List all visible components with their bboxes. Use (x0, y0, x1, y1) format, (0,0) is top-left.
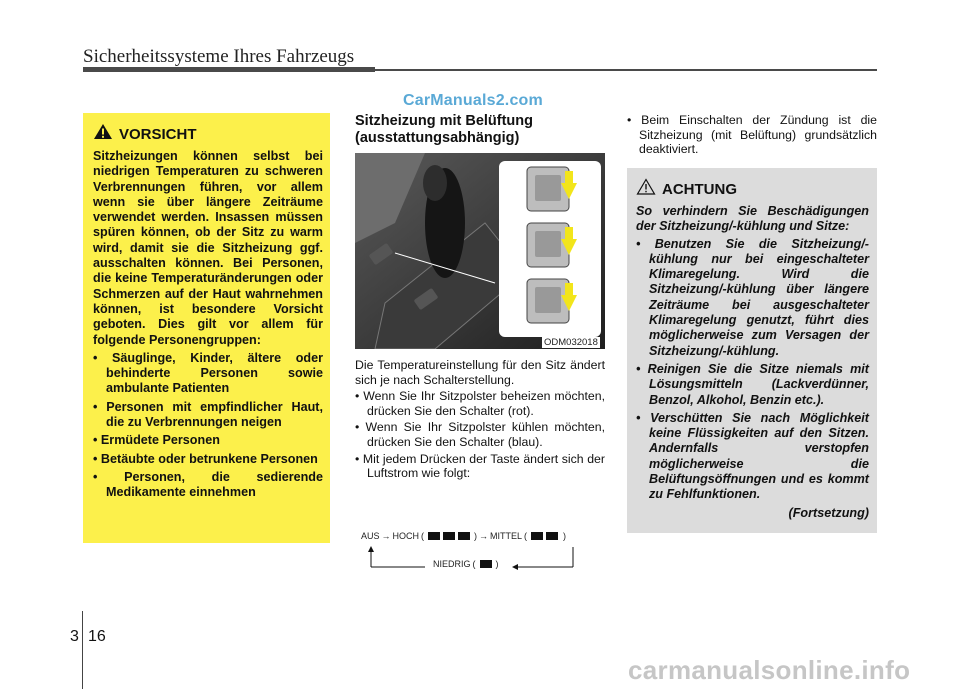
paren-close: ) (495, 559, 499, 569)
header-title: Sicherheitssysteme Ihres Fahrzeugs (83, 46, 355, 67)
list-item: • Verschütten Sie nach Möglichkeit keine Flüssigkeiten auf den Sitzen. Andernfalls verstopfen möglicherweise die Belüftungsöffnungen und es kommt zu Fehlfunktionen. (636, 410, 869, 502)
notice-list (636, 237, 869, 503)
paren-close: ) (474, 531, 478, 541)
photo-code: ODM032018 (544, 337, 598, 348)
chapter-number: 3 (70, 628, 79, 645)
arrow-right-icon: → (479, 531, 489, 541)
list-item: • Personen mit empfindlicher Haut, die zu Verbrennungen neigen (93, 399, 323, 430)
header-rule (83, 67, 375, 72)
list-item: • Benutzen Sie die Sitzheizung/-kühlung nur bei eingeschalteter Klimaregelung. Wird die Sitzheizung/-kühlung über längere Zeiträume bei ausgeschalteter Klimaregelung genutzt, führt dies möglicherweise zum Versagen der Sitzheizung/-kühlung. (636, 236, 869, 358)
label-aus: AUS (361, 531, 380, 541)
list-item: • Reinigen Sie die Sitze niemals mit Lösungsmitteln (Lackverdünner, Benzol, Alkohol, Benzin etc.). (636, 361, 869, 407)
watermark-link[interactable]: CarManuals2.com (403, 92, 543, 109)
caution-title: VORSICHT (119, 125, 197, 143)
section-title: Sitzheizung mit Belüftung (ausstattungsabhängig) (355, 113, 534, 146)
continued-label: (Fortsetzung) (788, 505, 869, 520)
notice-title: ACHTUNG (662, 180, 737, 198)
console-photo (355, 153, 605, 349)
label-niedrig: NIEDRIG (433, 559, 471, 569)
watermark-bottom: carmanualsonline.info (628, 655, 911, 685)
section-body (355, 358, 605, 483)
arrow-right-icon: → (381, 531, 391, 541)
airflow-low (433, 558, 499, 570)
list-item: • Wenn Sie Ihr Sitzpolster beheizen möchten, drücken Sie den Schalter (rot). (355, 389, 605, 418)
header-rule-thin (375, 69, 877, 71)
page-number: 16 (88, 628, 106, 645)
notice-heading (636, 178, 869, 200)
paren-open: ( (472, 559, 476, 569)
label-hoch: HOCH (392, 531, 420, 541)
page-divider (82, 611, 83, 689)
caution-text: Sitzheizungen können selbst bei niedrigen Temperaturen zu schweren Verbrennungen führen, vor allem wenn sie über längere Zeiträume verwendet werden. Insassen müssen spüren können, ob der Sitz zu warm wird, damit sie die Sitzheizung ggf. ausschalten können. Bei Personen, die keine Temperaturänderungen oder Schmerzen auf der Haut wahrnehmen können, ist besondere Vorsicht geboten. Dies gilt vor allem für folgende Personengruppen: (93, 149, 323, 347)
paren-open: ( (421, 531, 425, 541)
notice-box (627, 168, 877, 533)
label-mittel: MITTEL (490, 531, 523, 541)
ignition-note: • Beim Einschalten der Zündung ist die Sitzheizung (mit Belüftung) grundsätzlich deaktiviert. (627, 113, 877, 157)
section-list (355, 389, 605, 481)
caution-list (93, 351, 323, 501)
warning-triangle-icon (93, 123, 113, 145)
section-intro: Die Temperatureinstellung für den Sitz ändert sich je nach Schalterstellung. (355, 358, 605, 387)
list-item: • Mit jedem Drücken der Taste ändert sich der Luftstrom wie folgt: (355, 451, 605, 481)
fan-level-low-icon (478, 558, 494, 570)
notice-text: So verhindern Sie Beschädigungen der Sitzheizung/-kühlung und Sitze: (636, 204, 869, 234)
paren-open: ( (524, 531, 528, 541)
list-item: • Personen, die sedierende Medikamente einnehmen (93, 469, 323, 500)
caution-box (83, 113, 330, 543)
list-item: • Wenn Sie Ihr Sitzpolster kühlen möchten, drücken Sie den Schalter (blau). (355, 420, 605, 449)
caution-heading (93, 123, 323, 145)
list-item: • Säuglinge, Kinder, ältere oder behinderte Personen sowie ambulante Patienten (93, 350, 323, 396)
list-item: • Betäubte oder betrunkene Personen (93, 451, 318, 466)
warning-triangle-outline-icon (636, 178, 656, 200)
airflow-diagram (355, 527, 615, 577)
list-item: • Ermüdete Personen (93, 433, 220, 448)
paren-close: ) (563, 531, 567, 541)
